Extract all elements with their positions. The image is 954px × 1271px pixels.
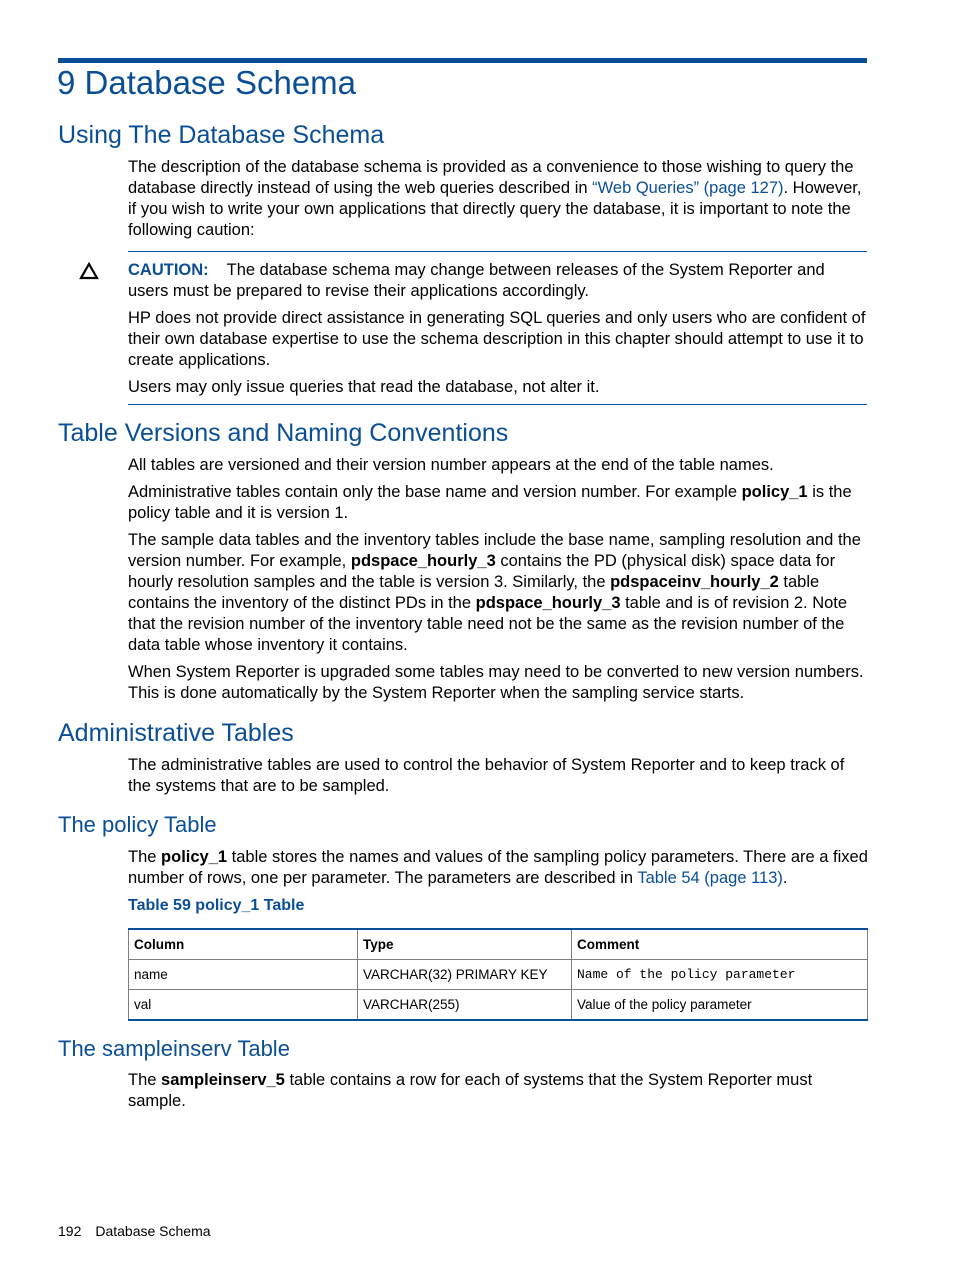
table-cell: VARCHAR(32) PRIMARY KEY: [358, 960, 572, 990]
table-54-link[interactable]: Table 54 (page 113): [637, 869, 783, 887]
versions-paragraph-3: [128, 530, 868, 656]
column-header: Column: [129, 929, 358, 960]
using-paragraph: [128, 157, 868, 241]
text-run: The database schema may change between releases of the System Reporter and users must be prepared to revise their applications accordingly.: [128, 261, 825, 300]
text-run: table stores the names and values of the sampling policy parameters. There are a fixed number of rows, one per parameter. The parameters are described in: [128, 848, 868, 887]
text-run: The description of the database schema is provided as a convenience to those wishing to query the database directly instead of using the web queries described in: [128, 158, 854, 197]
text-run: table and is of revision 2. Note that the revision number of the inventory table need not be the same as the revision number of the data table whose inventory it contains.: [128, 594, 848, 654]
versions-paragraph-4: When System Reporter is upgraded some tables may need to be converted to new version numbers. This is done automatically by the System Reporter when the sampling service starts.: [128, 663, 864, 702]
policy-paragraph: [128, 847, 868, 889]
table-header-row: [129, 929, 868, 960]
caution-bottom-rule: [128, 404, 867, 405]
table-name-bold: pdspace_hourly_3: [475, 594, 621, 612]
table-cell: Name of the policy parameter: [572, 960, 868, 990]
page-footer: [58, 1223, 211, 1239]
table-cell: val: [129, 990, 358, 1021]
text-run: . However, if you wish to write your own applications that directly query the database, it is important to note the following caution:: [128, 179, 862, 239]
web-queries-link[interactable]: “Web Queries” (page 127): [592, 179, 784, 197]
caution-paragraph-3: Users may only issue queries that read the database, not alter it.: [128, 378, 600, 396]
text-run: contains the PD (physical disk) space data for hourly resolution samples and the table is version 3. Similarly, the: [128, 552, 836, 591]
caution-label: CAUTION:: [128, 261, 209, 279]
caution-paragraph-1: [128, 260, 868, 302]
chapter-top-rule: [58, 58, 867, 63]
footer-section: Database Schema: [95, 1223, 211, 1239]
column-header: Type: [358, 929, 572, 960]
table-name-bold: sampleinserv_5: [161, 1071, 285, 1089]
table-cell: Value of the policy parameter: [572, 990, 868, 1021]
table-row: [129, 960, 868, 990]
table-cell: name: [129, 960, 358, 990]
text-run: is the policy table and it is version 1.: [128, 483, 852, 522]
section-heading-admin: Administrative Tables: [58, 719, 294, 747]
section-heading-using: Using The Database Schema: [58, 121, 385, 149]
versions-paragraph-2: [128, 482, 868, 524]
page-number: 192: [58, 1223, 82, 1239]
subsection-heading-policy: The policy Table: [58, 812, 217, 837]
table-name-bold: policy_1: [741, 483, 808, 501]
table-cell: VARCHAR(255): [358, 990, 572, 1021]
text-run: The sample data tables and the inventory tables include the base name, sampling resolution and the version number. For example,: [128, 531, 861, 570]
warning-triangle-icon: [79, 262, 99, 280]
sampleinserv-paragraph: [128, 1070, 868, 1112]
table-caption: Table 59 policy_1 Table: [128, 897, 305, 914]
section-heading-versions: Table Versions and Naming Conventions: [58, 419, 509, 447]
table-name-bold: pdspace_hourly_3: [350, 552, 496, 570]
text-run: table contains a row for each of systems that the System Reporter must sample.: [128, 1071, 813, 1110]
text-run: The: [128, 848, 162, 866]
table-name-bold: pdspaceinv_hourly_2: [610, 573, 779, 591]
text-run: The: [128, 1071, 162, 1089]
table-name-bold: policy_1: [161, 848, 228, 866]
caution-top-rule: [128, 251, 867, 252]
text-run: .: [782, 869, 788, 887]
table-row: [129, 990, 868, 1021]
column-header: Comment: [572, 929, 868, 960]
policy-table: [128, 928, 868, 1021]
caution-paragraph-2: HP does not provide direct assistance in generating SQL queries and only users who are confident of their own database expertise to use the schema description in this chapter should attempt to use it to create applications.: [128, 309, 866, 369]
text-run: table contains the inventory of the distinct PDs in the: [128, 573, 820, 612]
admin-paragraph: The administrative tables are used to control the behavior of System Reporter and to keep track of the systems that are to be sampled.: [128, 756, 845, 795]
chapter-title: 9 Database Schema: [57, 64, 357, 101]
versions-paragraph-1: All tables are versioned and their version number appears at the end of the table names.: [128, 456, 774, 474]
subsection-heading-sampleinserv: The sampleinserv Table: [58, 1036, 290, 1061]
text-run: Administrative tables contain only the base name and version number. For example: [128, 483, 742, 501]
